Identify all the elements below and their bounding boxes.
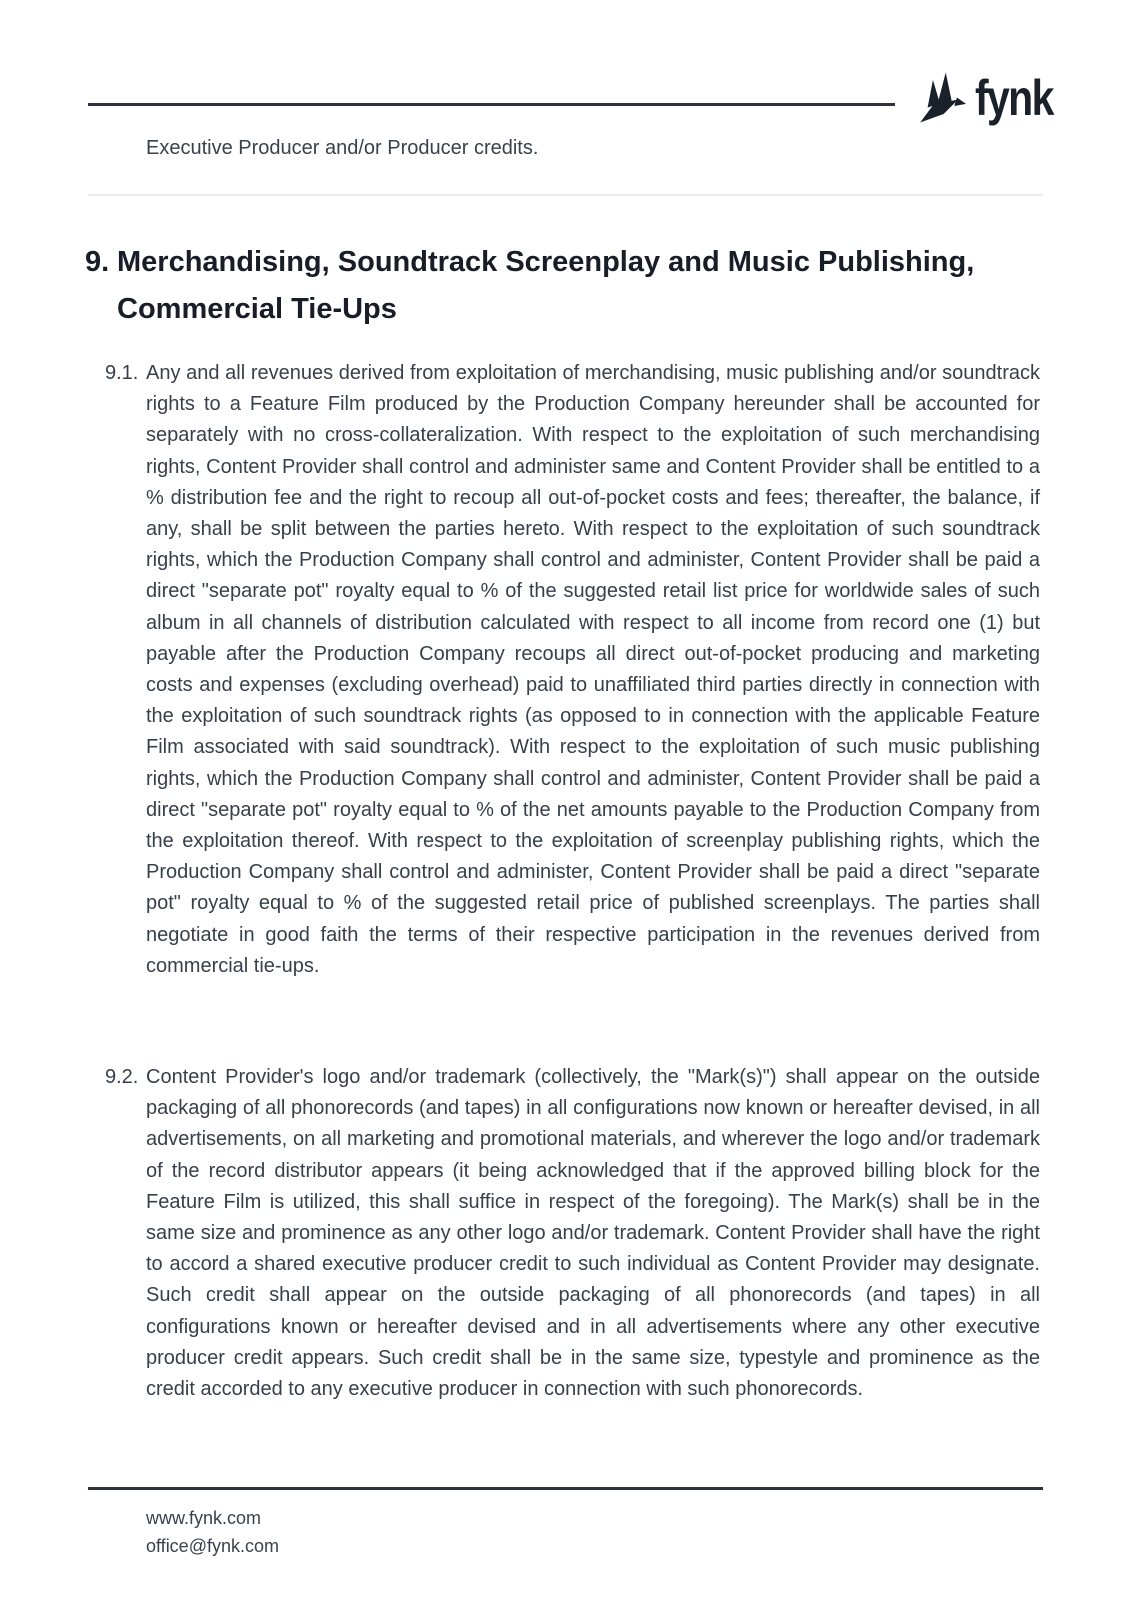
footer-email: office@fynk.com [146, 1536, 279, 1556]
section-number: 9. [85, 246, 110, 278]
clause-number: 9.2. [105, 1066, 139, 1088]
fynk-logo [918, 70, 1070, 126]
continuation-text: Executive Producer and/or Producer credits. [146, 137, 539, 159]
origami-bird-icon [918, 70, 966, 126]
clause-number: 9.1. [105, 362, 139, 384]
section-title: Merchandising, Soundtrack Screenplay and Music Publishing, Commercial Tie-Ups [117, 246, 975, 325]
footer-contact [146, 1504, 279, 1560]
header-rule [88, 103, 895, 106]
section-heading [85, 239, 1019, 333]
fynk-wordmark: fynk [975, 70, 1053, 126]
clause-9-1 [105, 358, 1040, 982]
footer-website: www.fynk.com [146, 1508, 262, 1528]
clause-text: Any and all revenues derived from exploitation of merchandising, music publishing and/or soundtrack rights to a Feature Film produced by the Production Company hereunder shall be accounted for separately with no cross-collateralization. With respect to the exploitation of such merchandising rights, Content Provider shall control and administer same and Content Provider shall be entitled to a % distribution fee and the right to recoup all out-of-pocket costs and fees; thereafter, the balance, if any, shall be split between the parties hereto. With respect to the exploitation of such soundtrack rights, which the Production Company shall control and administer, Content Provider shall be paid a direct "separate pot" royalty equal to % of the suggested retail list price for worldwide sales of such album in all channels of distribution calculated with respect to all income from record one (1) but payable after the Production Company recoups all direct out-of-pocket producing and marketing costs and expenses (excluding overhead) paid to unaffiliated third parties directly in connection with the exploitation of such soundtrack rights (as opposed to in connection with the applicable Feature Film associated with said soundtrack). With respect to the exploitation of such music publishing rights, which the Production Company shall control and administer, Content Provider shall be paid a direct "separate pot" royalty equal to % of the net amounts payable to the Production Company from the exploitation thereof. With respect to the exploitation of screenplay publishing rights, which the Production Company shall control and administer, Content Provider shall be paid a direct "separate pot" royalty equal to % of the suggested retail price of published screenplays. The parties shall negotiate in good faith the terms of their respective participation in the revenues derived from commercial tie-ups. [146, 362, 1040, 977]
clause-text: Content Provider's logo and/or trademark (collectively, the "Mark(s)") shall appear on the outside packaging of all phonorecords (and tapes) in all configurations now known or hereafter devised, in all advertisements, on all marketing and promotional materials, and wherever the logo and/or trademark of the record distributor appears (it being acknowledged that if the approved billing block for the Feature Film is utilized, this shall suffice in respect of the foregoing). The Mark(s) shall be in the same size and prominence as any other logo and/or trademark. Content Provider shall have the right to accord a shared executive producer credit to such individual as Content Provider may designate. Such credit shall appear on the outside packaging of all phonorecords (and tapes) in all configurations known or hereafter devised and in all advertisements where any other executive producer credit appears. Such credit shall be in the same size, typestyle and prominence as the credit accorded to any executive producer in connection with such phonorecords. [146, 1066, 1040, 1401]
section-divider [88, 194, 1043, 196]
footer-rule [88, 1487, 1043, 1490]
clause-9-2 [105, 1062, 1040, 1405]
